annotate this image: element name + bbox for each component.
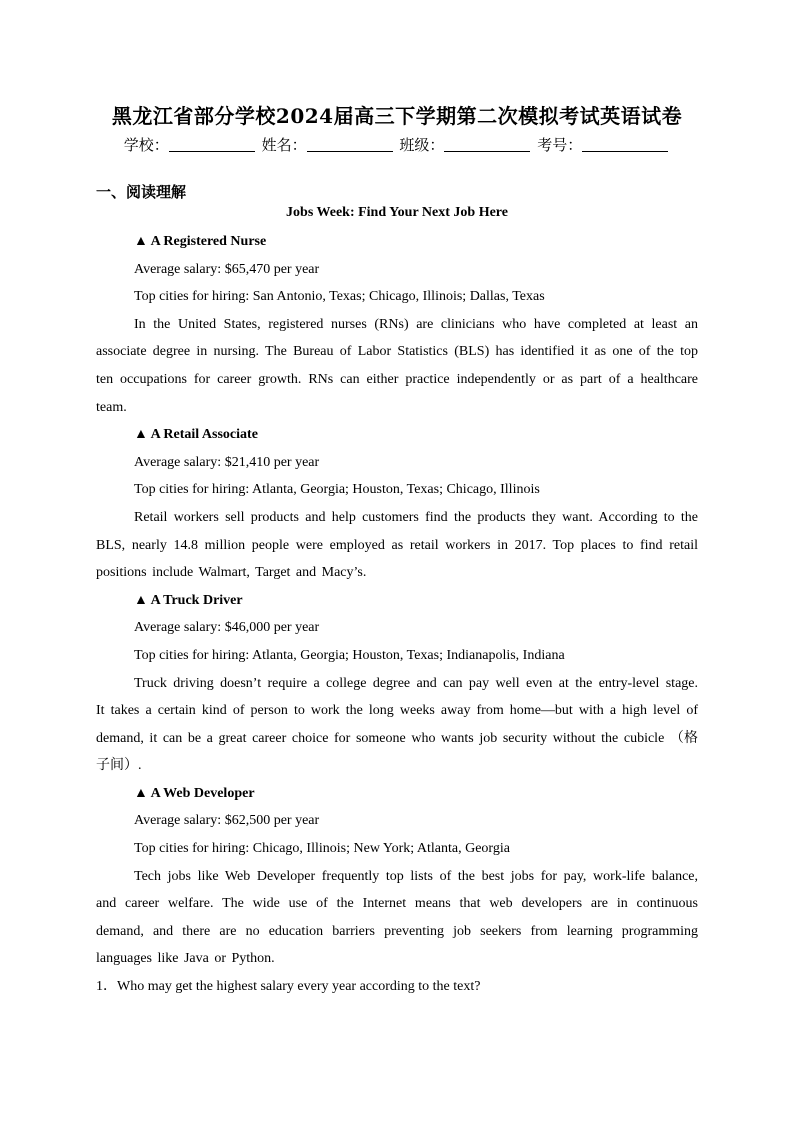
job-heading: ▲ A Registered Nurse — [134, 234, 267, 249]
question-1: 1．Who may get the highest salary every year according to the text? — [96, 979, 481, 995]
exam-number-blank[interactable] — [582, 137, 668, 152]
job-salary: Average salary: $46,000 per year — [134, 620, 320, 636]
job-salary: Average salary: $65,470 per year — [134, 261, 320, 277]
job-cities: Top cities for hiring: Chicago, Illinois; New York; Atlanta, Georgia — [134, 841, 510, 857]
section-heading: 一、阅读理解 — [96, 183, 187, 201]
job-cities: Top cities for hiring: San Antonio, Texas; Chicago, Illinois; Dallas, Texas — [134, 289, 545, 305]
job-entry-retail — [96, 421, 698, 587]
passage-title: Jobs Week: Find Your Next Job Here — [286, 205, 508, 220]
job-heading: ▲ A Web Developer — [134, 785, 255, 801]
job-description: Tech jobs like Web Developer frequently top lists of the best jobs for pay, work-life balance, and career welfare. The wide use of the Internet means that web developers are in continuous demand, and there are no education barriers preventing job seekers from learning programming languages like Java or Python. — [96, 868, 698, 967]
job-entry-nurse — [96, 228, 698, 421]
job-salary: Average salary: $21,410 per year — [134, 454, 320, 470]
name-blank[interactable] — [307, 137, 393, 152]
passage-body — [96, 228, 698, 1001]
class-blank[interactable] — [444, 137, 530, 152]
job-cities: Top cities for hiring: Atlanta, Georgia; Houston, Texas; Chicago, Illinois — [134, 482, 540, 498]
job-description: Retail workers sell products and help customers find the products they want. According to the BLS, nearly 14.8 million people were employed as retail workers in 2017. Top places to find retail positions include Walmart, Target and Macy’s. — [96, 509, 698, 581]
school-label: 学校： — [123, 136, 169, 154]
student-info-line — [0, 134, 794, 155]
job-cities: Top cities for hiring: Atlanta, Georgia; Houston, Texas; Indianapolis, Indiana — [134, 647, 565, 663]
school-blank[interactable] — [169, 137, 255, 152]
job-description: In the United States, registered nurses (RNs) are clinicians who have completed at least an associate degree in nursing. The Bureau of Labor Statistics (BLS) has identified it as one of the top ten occupations for career growth. RNs can either practice independently or as part of a healthcare team. — [96, 316, 698, 415]
job-entry-web — [96, 780, 698, 973]
name-label: 姓名： — [261, 136, 307, 154]
job-entry-truck — [96, 587, 698, 780]
job-heading: ▲ A Retail Associate — [134, 427, 258, 443]
job-heading: ▲ A Truck Driver — [134, 592, 243, 608]
exam-number-label: 考号： — [537, 136, 583, 154]
class-label: 班级： — [399, 136, 445, 154]
job-description: Truck driving doesn’t require a college degree and can pay well even at the entry-level stage. It takes a certain kind of person to work the long weeks away from home—but with a high level of demand, it can be a great career choice for someone who wants job security without the cubicle （格子间）. — [96, 675, 698, 774]
job-salary: Average salary: $62,500 per year — [134, 813, 320, 829]
exam-title: 黑龙江省部分学校2024届高三下学期第二次模拟考试英语试卷 — [111, 104, 683, 128]
